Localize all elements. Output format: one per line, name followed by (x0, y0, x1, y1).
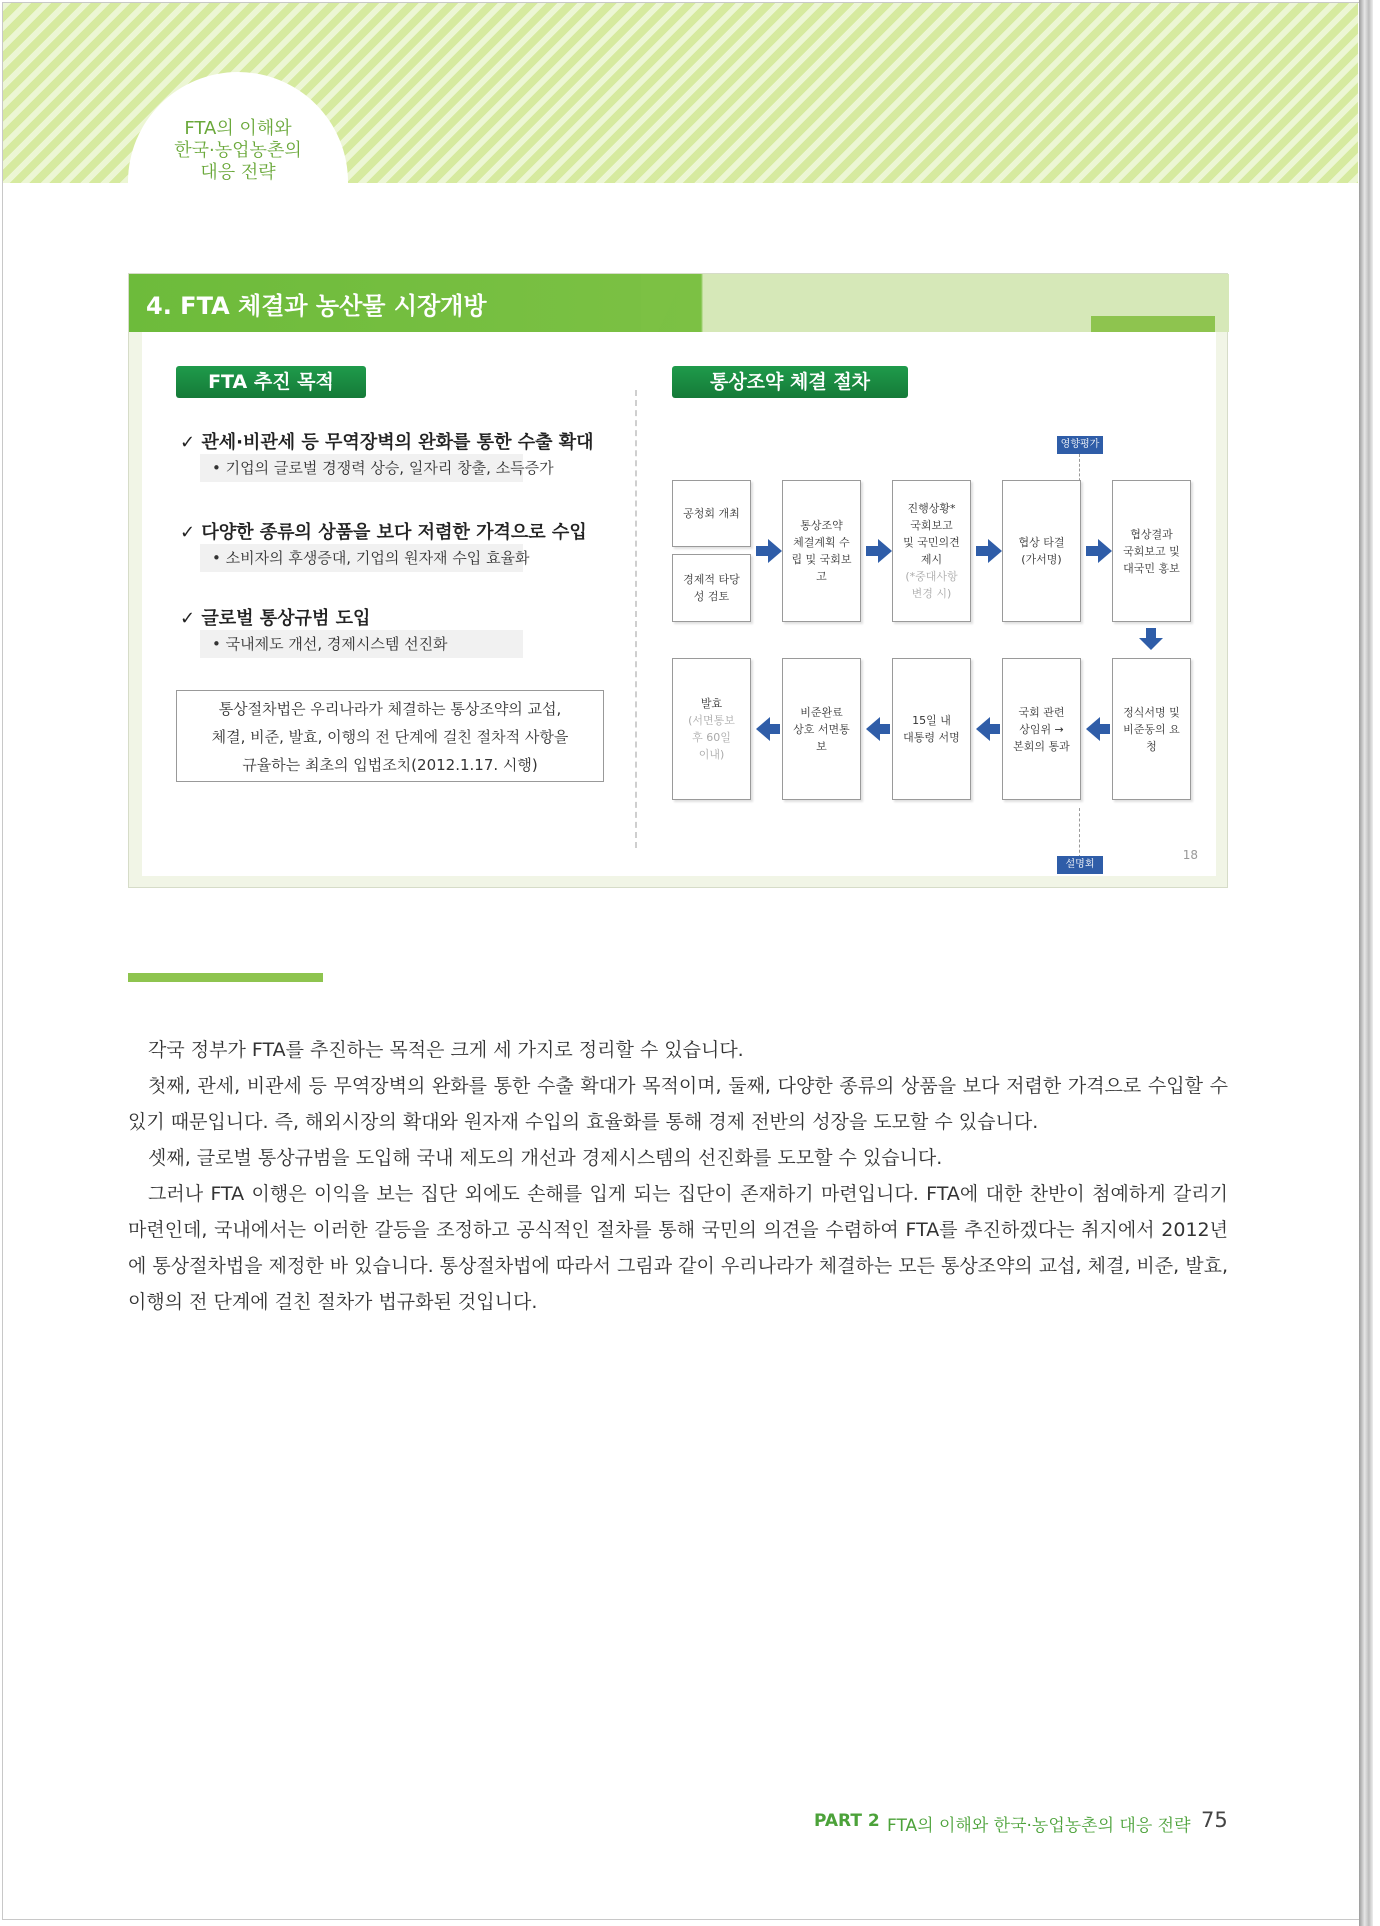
arrow-left-3-shaft (880, 724, 890, 734)
body-paragraph-2: 첫째, 관세, 비관세 등 무역장벽의 완화를 통한 수출 확대가 목적이며, 둘째, 다양한 종류의 상품을 보다 저렴한 가격으로 수입할 수 있기 때문입니다. 즉, 해외시장의 확대와 원자재 수입의 효율화를 통해 경제 전반의 성장을 도모할 수 있습니다. (128, 1075, 1228, 1133)
step-effect (672, 658, 751, 800)
impact-assessment-tag: 영향평가 (1057, 436, 1103, 454)
arrow-right-2-shaft (866, 546, 878, 556)
slide-accent-bar (1091, 316, 1215, 332)
arrow-right-4-shaft (1086, 546, 1098, 556)
header-badge-text: FTA의 이해와 한국·농업농촌의 대응 전략 (174, 118, 302, 183)
step-result-report (1112, 480, 1191, 622)
body-paragraph-3: 셋째, 글로벌 통상규범을 도입해 국내 제도의 개선과 경제시스템의 선진화를 도모할 수 있습니다. (148, 1147, 943, 1169)
step-effect-note: (서면통보 후 60일 이내) (688, 714, 735, 761)
note-line-1: 통상절차법은 우리나라가 체결하는 통상조약의 교섭, (218, 700, 562, 718)
arrow-left-1-shaft (1100, 724, 1110, 734)
briefing-tag: 설명회 (1057, 856, 1103, 874)
arrow-right-4 (1098, 539, 1112, 563)
arrow-left-2-shaft (990, 724, 1000, 734)
body-paragraph-1: 각국 정부가 FTA를 추진하는 목적은 크게 세 가지로 정리할 수 있습니다. (148, 1039, 744, 1061)
step-progress-report-note: (*중대사항 변경 시) (905, 570, 958, 600)
step-economic-review-label: 경제적 타당 성 검토 (683, 573, 740, 603)
note-line-2: 체결, 비준, 발효, 이행의 전 단계에 걸친 절차적 사항을 (211, 728, 569, 746)
arrow-right-1-shaft (756, 546, 768, 556)
arrow-left-2 (976, 717, 990, 741)
footer-title: FTA의 이해와 한국·농업농촌의 대응 전략 (887, 1816, 1191, 1836)
arrow-down (1139, 638, 1163, 650)
slide-title: 4. FTA 체결과 농산물 시장개방 (146, 292, 487, 320)
section-rule (128, 973, 323, 982)
arrow-down-shaft (1146, 628, 1156, 638)
procedure-pill: 통상조약 체결 절차 (672, 366, 908, 398)
step-signing-label: 정식서명 및 비준동의 요 청 (1123, 705, 1180, 753)
slide-content (142, 332, 1216, 876)
arrow-right-3-shaft (976, 546, 988, 556)
step-result-report-label: 협상결과 국회보고 및 대국민 홍보 (1123, 527, 1180, 575)
procedure-law-note (176, 690, 604, 782)
step-negotiation-label: 협상 타결 (가서명) (1018, 536, 1065, 566)
step-assembly-label: 국회 관련 상임위 → 본회의 통과 (1013, 705, 1070, 753)
arrow-left-4 (756, 717, 770, 741)
footer-part-label: PART 2 (814, 1811, 880, 1831)
step-president (892, 658, 971, 800)
purpose-item-1-sub: • 기업의 글로벌 경쟁력 상승, 일자리 창출, 소득증가 (200, 454, 523, 482)
purpose-item-2-sub: • 소비자의 후생증대, 기업의 원자재 수입 효율화 (200, 544, 523, 572)
arrow-left-4-shaft (770, 724, 780, 734)
purpose-item-3-sub: • 국내제도 개선, 경제시스템 선진화 (200, 630, 523, 658)
arrow-left-3 (866, 717, 880, 741)
column-divider (635, 390, 637, 848)
slide-page-number: 18 (1182, 848, 1198, 862)
step-progress-report (892, 480, 971, 622)
arrow-left-1 (1086, 717, 1100, 741)
purpose-pill: FTA 추진 목적 (176, 366, 366, 398)
step-economic-review (672, 554, 751, 622)
page-edge-shadow (1359, 0, 1373, 1926)
body-text (128, 1032, 1228, 1320)
page-number: 75 (1201, 1808, 1228, 1832)
body-paragraph-4: 그러나 FTA 이행은 이익을 보는 집단 외에도 손해를 입게 되는 집단이 존재하기 마련입니다. FTA에 대한 찬반이 첨예하게 갈리기 마련인데, 국내에서는 이러한 갈등을 조정하고 공식적인 절차를 통해 국민의 의견을 수렴하여 FTA를 추진하겠다는 취지에서 2012년에 통상절차법을 제정한 바 있습니다. 통상절차법에 따라서 그림과 같이 우리나라가 체결하는 모든 통상조약의 교섭, 체결, 비준, 발효, 이행의 전 단계에 걸친 절차가 법규화된 것입니다. (128, 1183, 1228, 1313)
step-effect-label: 발효 (700, 697, 723, 710)
step-ratification (782, 658, 861, 800)
purpose-item-3-head: ✓ 글로벌 통상규범 도입 (180, 608, 371, 629)
arrow-right-2 (878, 539, 892, 563)
slide-figure (128, 273, 1228, 888)
briefing-link (1079, 808, 1080, 858)
step-assembly (1002, 658, 1081, 800)
step-public-hearing (672, 480, 751, 547)
purpose-item-2-head: ✓ 다양한 종류의 상품을 보다 저렴한 가격으로 수입 (180, 522, 587, 543)
purpose-item-1-head: ✓ 관세·비관세 등 무역장벽의 완화를 통한 수출 확대 (180, 432, 594, 453)
arrow-right-3 (988, 539, 1002, 563)
arrow-right-1 (768, 539, 782, 563)
step-ratification-label: 비준완료 상호 서면통 보 (793, 705, 850, 753)
step-negotiation (1002, 480, 1081, 622)
note-line-3: 규율하는 최초의 입법조치(2012.1.17. 시행) (242, 756, 538, 774)
step-public-hearing-label: 공청회 개최 (683, 507, 740, 520)
step-plan (782, 480, 861, 622)
step-progress-report-label: 진행상황* 국회보고 및 국민의견 제시 (903, 502, 960, 566)
step-plan-label: 통상조약 체결계획 수 립 및 국회보 고 (791, 519, 852, 583)
step-signing (1112, 658, 1191, 800)
step-president-label: 15일 내 대통령 서명 (903, 714, 960, 744)
